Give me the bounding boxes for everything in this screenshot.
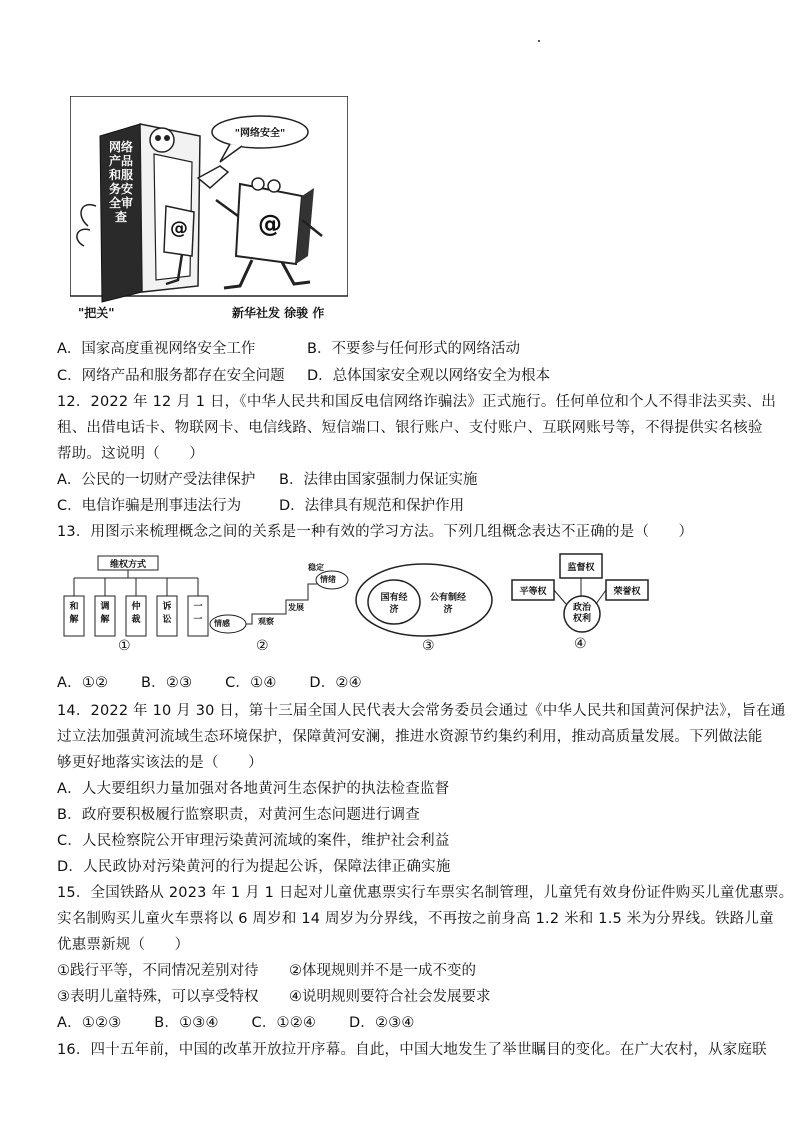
q11-option-row xyxy=(57,339,520,359)
q15-option-d[interactable]: D．②③④ xyxy=(348,1015,415,1031)
q12-option-row xyxy=(57,470,478,490)
q15-option-b[interactable]: B．①③④ xyxy=(154,1015,219,1031)
diagram-4-center: 政治权利 xyxy=(572,603,591,624)
diagram-2-step: 稳定 xyxy=(308,563,324,572)
q14-stem-line: 够更好地落实该法的是（ ） xyxy=(57,755,263,771)
q12-option-c[interactable]: C．电信诈骗是刑事违法行为 xyxy=(57,498,242,514)
q14-option-b[interactable]: B．政府要积极履行监察职责，对黄河生态问题进行调查 xyxy=(57,807,420,823)
diagram-1-box: 仲裁 xyxy=(131,602,141,625)
q12-option-row xyxy=(57,496,465,516)
diagram-2-step: 观察 xyxy=(258,617,274,626)
at-icon: @ xyxy=(258,210,282,238)
q15-stem-line: 15．全国铁路从 2023 年 1 月 1 日起对儿童优惠票实行车票实名制管理，儿童凭有效身份证件购买儿童优惠票。 xyxy=(57,885,794,901)
diagram-1-box: 诉讼 xyxy=(162,602,172,625)
q13-option-b[interactable]: B．②③ xyxy=(141,675,193,691)
q15-stem-line: 实名制购买儿童火车票将以 6 周岁和 14 周岁为分界线，不再按之前身高 1.2 米和 1.5 米为分界线。铁路儿童 xyxy=(57,911,774,927)
q15-stem-line: 优惠票新规（ ） xyxy=(57,937,190,953)
diagram-1 xyxy=(60,554,220,654)
q14-stem-line: 14．2022 年 10 月 30 日，第十三届全国人民代表大会常务委员会通过《中华人民共和国黄河保护法》，旨在通 xyxy=(57,703,786,719)
q14-option-d[interactable]: D．人民政协对污染黄河的行为提起公诉，保障法律正确实施 xyxy=(57,859,451,875)
q12-option-b[interactable]: B．法律由国家强制力保证实施 xyxy=(279,472,478,488)
q15-options xyxy=(57,1013,443,1033)
diagram-3-outer: 公有制经济 xyxy=(429,593,466,615)
diagram-2-step: 发展 xyxy=(288,603,304,612)
cartoon-caption-credit: 新华社发 徐骏 作 xyxy=(232,306,325,320)
q15-option-a[interactable]: A．①②③ xyxy=(57,1015,122,1031)
q11-option-a[interactable]: A．国家高度重视网络安全工作 xyxy=(57,341,256,357)
q13-stem: 13．用图示来梳理概念之间的关系是一种有效的学习方法。下列几组概念表达不正确的是（ ） xyxy=(57,524,694,540)
diagram-2 xyxy=(208,554,358,654)
q11-option-c[interactable]: C．网络产品和服务都存在安全问题 xyxy=(57,368,285,384)
q12-option-d[interactable]: D．法律具有规范和保护作用 xyxy=(279,498,465,514)
q15-item-3: ③表明儿童特殊，可以享受特权 xyxy=(57,989,259,1005)
q11-option-b[interactable]: B．不要参与任何形式的网络活动 xyxy=(307,341,520,357)
diagram-3-number: ③ xyxy=(422,638,435,654)
q12-stem-line: 租、出借电话卡、物联网卡、电信线路、短信端口、银行账户、支付账户、互联网账号等，不得提供实名核验 xyxy=(57,420,763,436)
q13-option-a[interactable]: A．①② xyxy=(57,675,109,691)
diagram-2-step: 情绪 xyxy=(320,575,336,584)
diagram-4-item: 荣誉权 xyxy=(613,587,641,597)
diagram-1-box: 一一 xyxy=(193,602,203,625)
diagram-4-item: 平等权 xyxy=(519,587,547,597)
diagram-1-box: 调解 xyxy=(100,602,110,625)
q15-option-c[interactable]: C．①②④ xyxy=(251,1015,317,1031)
diagram-4 xyxy=(508,550,658,654)
q13-options xyxy=(57,673,390,693)
q15-item-2: ②体现规则并不是一成不变的 xyxy=(289,963,476,979)
q15-item-row xyxy=(57,961,476,981)
diagram-2-steps xyxy=(208,554,358,654)
diagram-4-item: 监督权 xyxy=(567,563,595,573)
q12-stem-line: 帮助。这说明（ ） xyxy=(57,446,204,462)
door-label: 网络产品和服务安全审查 xyxy=(108,140,133,224)
q14-option-c[interactable]: C．人民检察院公开审理污染黄河流域的案件，维护社会利益 xyxy=(57,833,450,849)
diagram-1-title: 维权方式 xyxy=(109,560,146,570)
q11-option-row xyxy=(57,366,551,386)
diagram-1-number: ① xyxy=(118,638,131,654)
diagram-2-number: ② xyxy=(256,638,269,654)
q13-option-d[interactable]: D．②④ xyxy=(309,675,362,691)
diagram-4-number: ④ xyxy=(574,636,587,652)
scan-speck xyxy=(538,40,540,42)
speech-bubble-text: "网络安全" xyxy=(234,128,286,139)
diagram-3 xyxy=(354,554,500,654)
q11-option-d[interactable]: D．总体国家安全观以网络安全为根本 xyxy=(307,368,551,384)
q15-item-1: ①践行平等，不同情况差别对待 xyxy=(57,963,259,979)
q15-item-4: ④说明规则要符合社会发展要求 xyxy=(289,989,491,1005)
q12-option-a[interactable]: A．公民的一切财产受法律保护 xyxy=(57,472,256,488)
q13-option-c[interactable]: C．①④ xyxy=(225,675,277,691)
q14-stem-line: 过立法加强黄河流域生态环境保护，保障黄河安澜，推进水资源节约集约利用，推动高质量发展。下列做法能 xyxy=(57,729,763,745)
diagram-3-inner: 国有经济 xyxy=(380,593,408,615)
cartoon-caption-title: "把关" xyxy=(78,306,115,320)
q14-option-a[interactable]: A．人大要组织力量加强对各地黄河生态保护的执法检查监督 xyxy=(57,781,450,797)
at-icon: @ xyxy=(170,218,188,239)
q16-stem-line: 16．四十五年前，中国的改革开放拉开序幕。自此，中国大地发生了举世瞩目的变化。在广大农村，从家庭联 xyxy=(57,1042,767,1058)
q12-stem-line: 12．2022 年 12 月 1 日，《中华人民共和国反电信网络诈骗法》正式施行。任何单位和个人不得非法买卖、出 xyxy=(57,394,777,410)
q15-item-row xyxy=(57,987,491,1007)
diagram-2-step: 情感 xyxy=(214,619,230,628)
cartoon-illustration xyxy=(70,96,348,328)
diagram-1-box: 和解 xyxy=(69,602,79,625)
